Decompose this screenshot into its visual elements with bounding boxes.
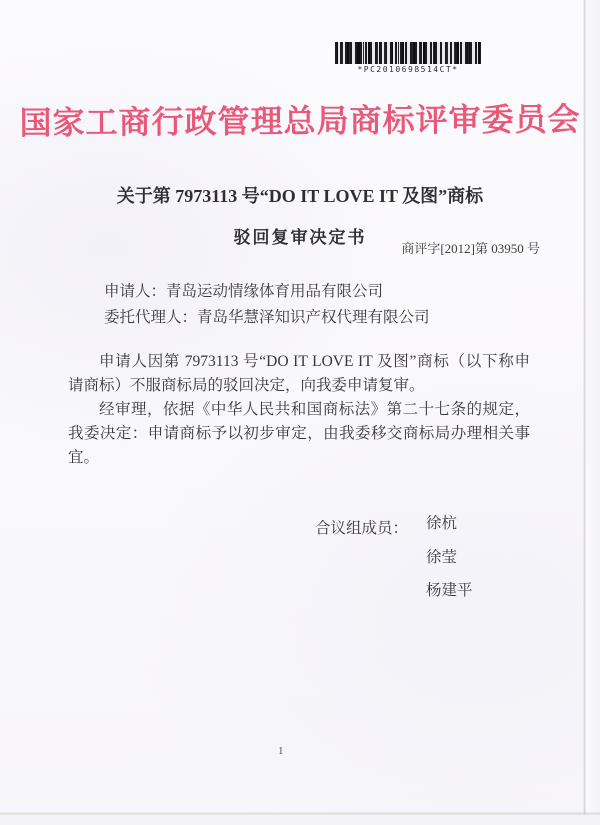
barcode-bars-icon	[335, 42, 481, 64]
panel-members-block	[315, 516, 473, 617]
subject-line-2: 驳回复审决定书	[233, 228, 367, 247]
issuer-title: 国家工商行政管理总局商标评审委员会	[19, 101, 581, 141]
paragraph-2: 经审理，依据《中华人民共和国商标法》第二十七条的规定，我委决定：申请商标予以初步审定，由我委移交商标局办理相关事宜。	[68, 401, 530, 466]
barcode-text: *PC2010698514CT*	[357, 65, 459, 74]
applicant-line: 申请人：青岛运动情缘体育用品有限公司	[104, 283, 384, 300]
page-number: 1	[278, 745, 284, 757]
parties-block	[104, 279, 430, 331]
panel-label: 合议组成员：	[315, 520, 409, 537]
doc-reference-number: 商评字[2012]第 03950 号	[401, 241, 540, 256]
panel-member: 徐莹	[426, 548, 458, 566]
panel-member: 杨建平	[426, 582, 473, 599]
paper-edge-bottom	[0, 812, 600, 815]
panel-member: 徐杭	[426, 515, 458, 532]
paragraph-1: 申请人因第 7973113 号“DO IT LOVE IT 及图”商标（以下称申请商标）不服商标局的驳回决定，向我委申请复审。	[68, 353, 530, 394]
agent-line: 委托代理人：青岛华慧泽知识产权代理有限公司	[104, 309, 430, 326]
decision-body	[68, 350, 530, 470]
panel-names	[426, 516, 473, 617]
subject-line-1: 关于第 7973113 号“DO IT LOVE IT 及图”商标	[116, 186, 484, 206]
barcode	[333, 42, 483, 74]
paper-edge-bottom-margin	[0, 815, 600, 825]
